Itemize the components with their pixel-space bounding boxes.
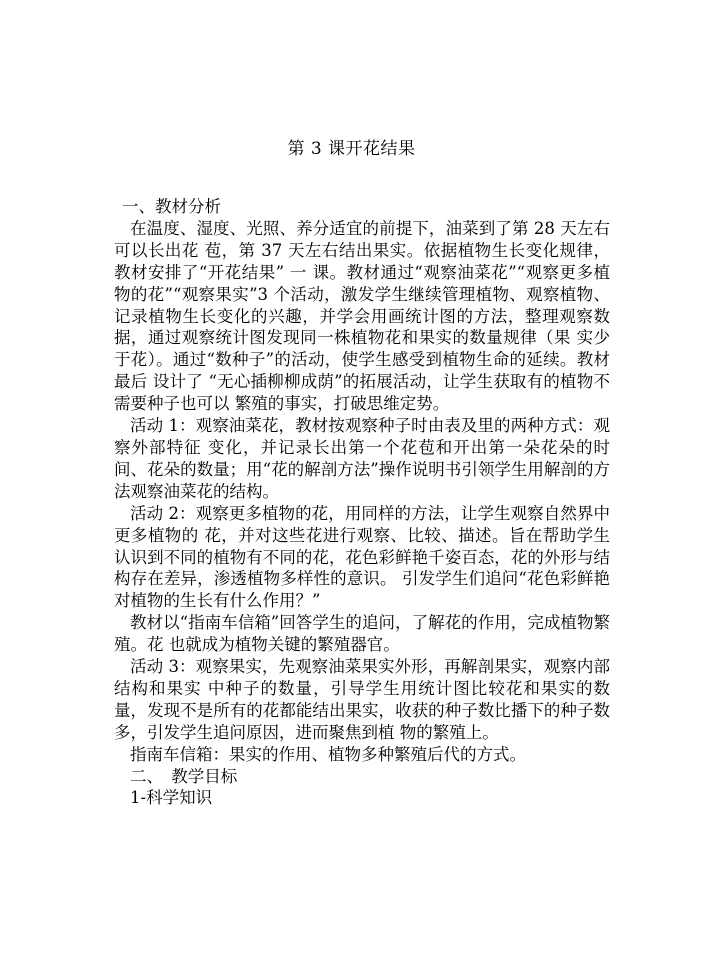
subheading-science-knowledge: 1-科学知识 (130, 788, 213, 808)
page-title: 第 3 课开花结果 (287, 139, 416, 159)
paragraph-mailbox-summary: 指南车信箱：果实的作用、植物多种繁殖后代的方式。 (130, 744, 526, 764)
paragraph-activity-3: 活动 3：观察果实，先观察油菜果实外形，再解剖果实，观察内部结构和果实 中种子的数量，引导学生用统计图比较花和果实的数量，发现不是所有的花都能结出果实，收获的种子数比播下的种子数多，引发学生追问原因，进而聚焦到植 物的繁殖上。 (114, 657, 610, 742)
section-heading-teaching-goals: 二、 教学目标 (130, 766, 238, 786)
paragraph-activity-1: 活动 1：观察油菜花，教材按观察种子时由表及里的两种方式：观察外部特征 变化，并记录长出第一个花苞和开出第一朵花朵的时间、花朵的数量；用“花的解剖方法”操作说明书引领学生用解剖的方法观察油菜花的结构。 (114, 416, 610, 501)
paragraph-mailbox-answer: 教材以“指南车信箱”回答学生的追问，了解花的作用，完成植物繁殖。花 也就成为植物关键的繁殖器官。 (114, 613, 610, 655)
section-heading-textbook-analysis: 一、教材分析 (122, 197, 221, 216)
document-body (114, 196, 610, 809)
paragraph-activity-2: 活动 2：观察更多植物的花，用同样的方法，让学生观察自然界中更多植物的 花，并对这些花进行观察、比较、描述。旨在帮助学生认识到不同的植物有不同的花，花色彩鲜艳千姿百态，花的外形与结构存在差异，渗透植物多样性的意识。 引发学生们追问“花色彩鲜艳对植物的生长有什么作用？” (114, 503, 610, 611)
paragraph-overview: 在温度、湿度、光照、养分适宜的前提下，油菜到了第 28 天左右可以长出花 苞，第 37 天左右结出果实。依据植物生长变化规律，教材安排了“开花结果” 一 课。教材通过“观察油菜花”“观察更多植物的花”“观察果实”3 个活动，激发学生继续管理植物、观察植物、记录植物生长变化的兴趣，并学会用画统计图的方法，整理观察数据，通过观察统计图发现同一株植物花和果实的数量规律（果 实少于花）。通过“数种子”的活动，使学生感受到植物生命的延续。教材最后 设计了 “无心插柳柳成荫”的拓展活动，让学生获取有的植物不需要种子也可以 繁殖的事实，打破思维定势。 (114, 218, 610, 414)
